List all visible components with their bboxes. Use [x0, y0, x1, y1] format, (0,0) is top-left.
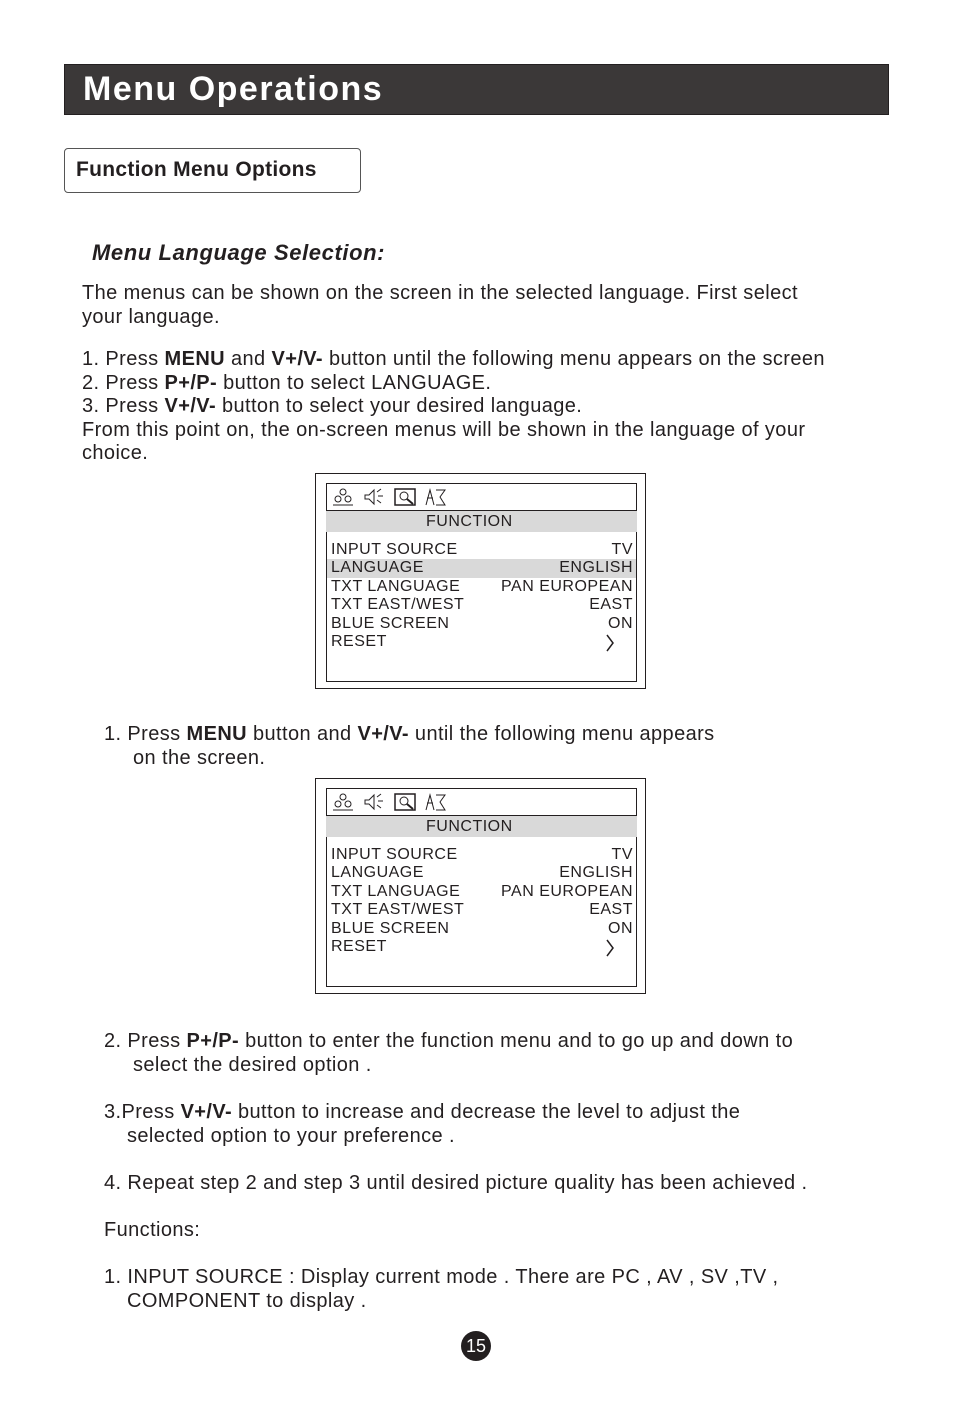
menu-icon-bar	[326, 788, 637, 816]
menu-row	[327, 938, 636, 956]
step-a-3: 3. Press V+/V- button to select your desired language.	[82, 395, 583, 417]
step-b-2: 2. Press P+/P- button to enter the function menu and to go up and down to select the desired option .	[104, 1030, 794, 1076]
function-input-source-line-1: 1. INPUT SOURCE : Display current mode . There are PC , AV , SV ,TV ,	[104, 1266, 779, 1288]
intro-paragraph	[82, 282, 798, 329]
osd-menu-2	[315, 778, 646, 994]
menu-row	[327, 578, 636, 596]
menu-row	[327, 541, 636, 559]
page-number: 15	[465, 1336, 487, 1356]
menu-row-label: RESET	[331, 633, 387, 650]
chevron-right-icon	[605, 938, 615, 958]
channel-icon	[423, 487, 447, 507]
menu-row-label: TXT LANGUAGE	[331, 577, 461, 595]
step-b-3: 3.Press V+/V- button to increase and decrease the level to adjust the selected option to your preference .	[104, 1101, 741, 1147]
menu-band	[326, 816, 637, 837]
intro-line-1: The menus can be shown on the screen in the selected language. First select	[82, 282, 798, 304]
step-b-3-line-2: selected option to your preference .	[127, 1124, 455, 1147]
menu-row-value: ENGLISH	[559, 864, 633, 882]
menu-body	[326, 837, 637, 987]
menu-row	[327, 596, 636, 614]
step-a-4-line-2: choice.	[82, 442, 149, 464]
function-input-source	[104, 1266, 778, 1313]
function-icon	[393, 487, 417, 507]
chevron-right-icon	[605, 633, 615, 653]
menu-row-value: EAST	[589, 596, 633, 614]
menu-row-value: ON	[608, 614, 633, 632]
menu-row-label: BLUE SCREEN	[331, 919, 450, 937]
function-input-source-line-2: COMPONENT to display .	[127, 1289, 367, 1312]
menu-row-label: TXT EAST/WEST	[331, 901, 465, 919]
step-b-2-line-2: select the desired option .	[133, 1053, 372, 1076]
menu-row-label: TXT LANGUAGE	[331, 882, 461, 900]
menu-row-label: INPUT SOURCE	[331, 846, 458, 863]
menu-row	[327, 615, 636, 633]
step-a-2: 2. Press P+/P- button to select LANGUAGE.	[82, 371, 492, 394]
intro-line-2: your language.	[82, 305, 220, 328]
page-title: Menu Operations	[83, 70, 384, 108]
osd-menu-1	[315, 473, 646, 689]
menu-row-value: EAST	[589, 901, 633, 919]
menu-row-selected	[327, 559, 636, 577]
channel-icon	[423, 792, 447, 812]
menu-row-value: TV	[611, 541, 633, 558]
step-a-4-line-1: From this point on, the on-screen menus will be shown in the language of your	[82, 418, 806, 441]
step-a-1: 1. Press MENU and V+/V- button until the following menu appears on the screen	[82, 348, 825, 370]
menu-row-value: PAN EUROPEAN	[501, 577, 633, 595]
functions-label: Functions:	[104, 1219, 201, 1241]
menu-row-label: LANGUAGE	[331, 864, 424, 882]
section-box	[64, 148, 361, 193]
function-icon	[393, 792, 417, 812]
menu-row-value: ON	[608, 919, 633, 937]
menu-row-label: INPUT SOURCE	[331, 541, 458, 558]
picture-icon	[331, 792, 355, 812]
step-b-4: 4. Repeat step 2 and step 3 until desired picture quality has been achieved .	[104, 1172, 808, 1194]
section-title: Function Menu Options	[76, 158, 317, 181]
menu-row-value: PAN EUROPEAN	[501, 882, 633, 900]
menu-row	[327, 901, 636, 919]
menu-row	[327, 864, 636, 882]
picture-icon	[331, 487, 355, 507]
step-b-1-line-2: on the screen.	[133, 746, 266, 769]
menu-row-label: LANGUAGE	[331, 559, 424, 577]
menu-band-label: FUNCTION	[426, 513, 513, 530]
menu-row-label: RESET	[331, 938, 387, 955]
menu-icon-bar	[326, 483, 637, 511]
menu-row	[327, 920, 636, 938]
menu-row-value: ENGLISH	[559, 559, 633, 577]
subheading: Menu Language Selection:	[92, 240, 386, 265]
sound-icon	[361, 487, 385, 507]
menu-row	[327, 883, 636, 901]
menu-row-label: BLUE SCREEN	[331, 614, 450, 632]
page-number-badge	[461, 1331, 491, 1361]
sound-icon	[361, 792, 385, 812]
menu-band	[326, 511, 637, 532]
menu-row-value: TV	[611, 846, 633, 863]
menu-row	[327, 846, 636, 864]
menu-row-label: TXT EAST/WEST	[331, 596, 465, 614]
steps-a	[82, 348, 825, 466]
menu-body	[326, 532, 637, 682]
step-b-1: 1. Press MENU button and V+/V- until the following menu appears on the screen.	[104, 723, 715, 769]
header-bar	[64, 64, 889, 115]
menu-row	[327, 633, 636, 651]
menu-band-label: FUNCTION	[426, 818, 513, 835]
